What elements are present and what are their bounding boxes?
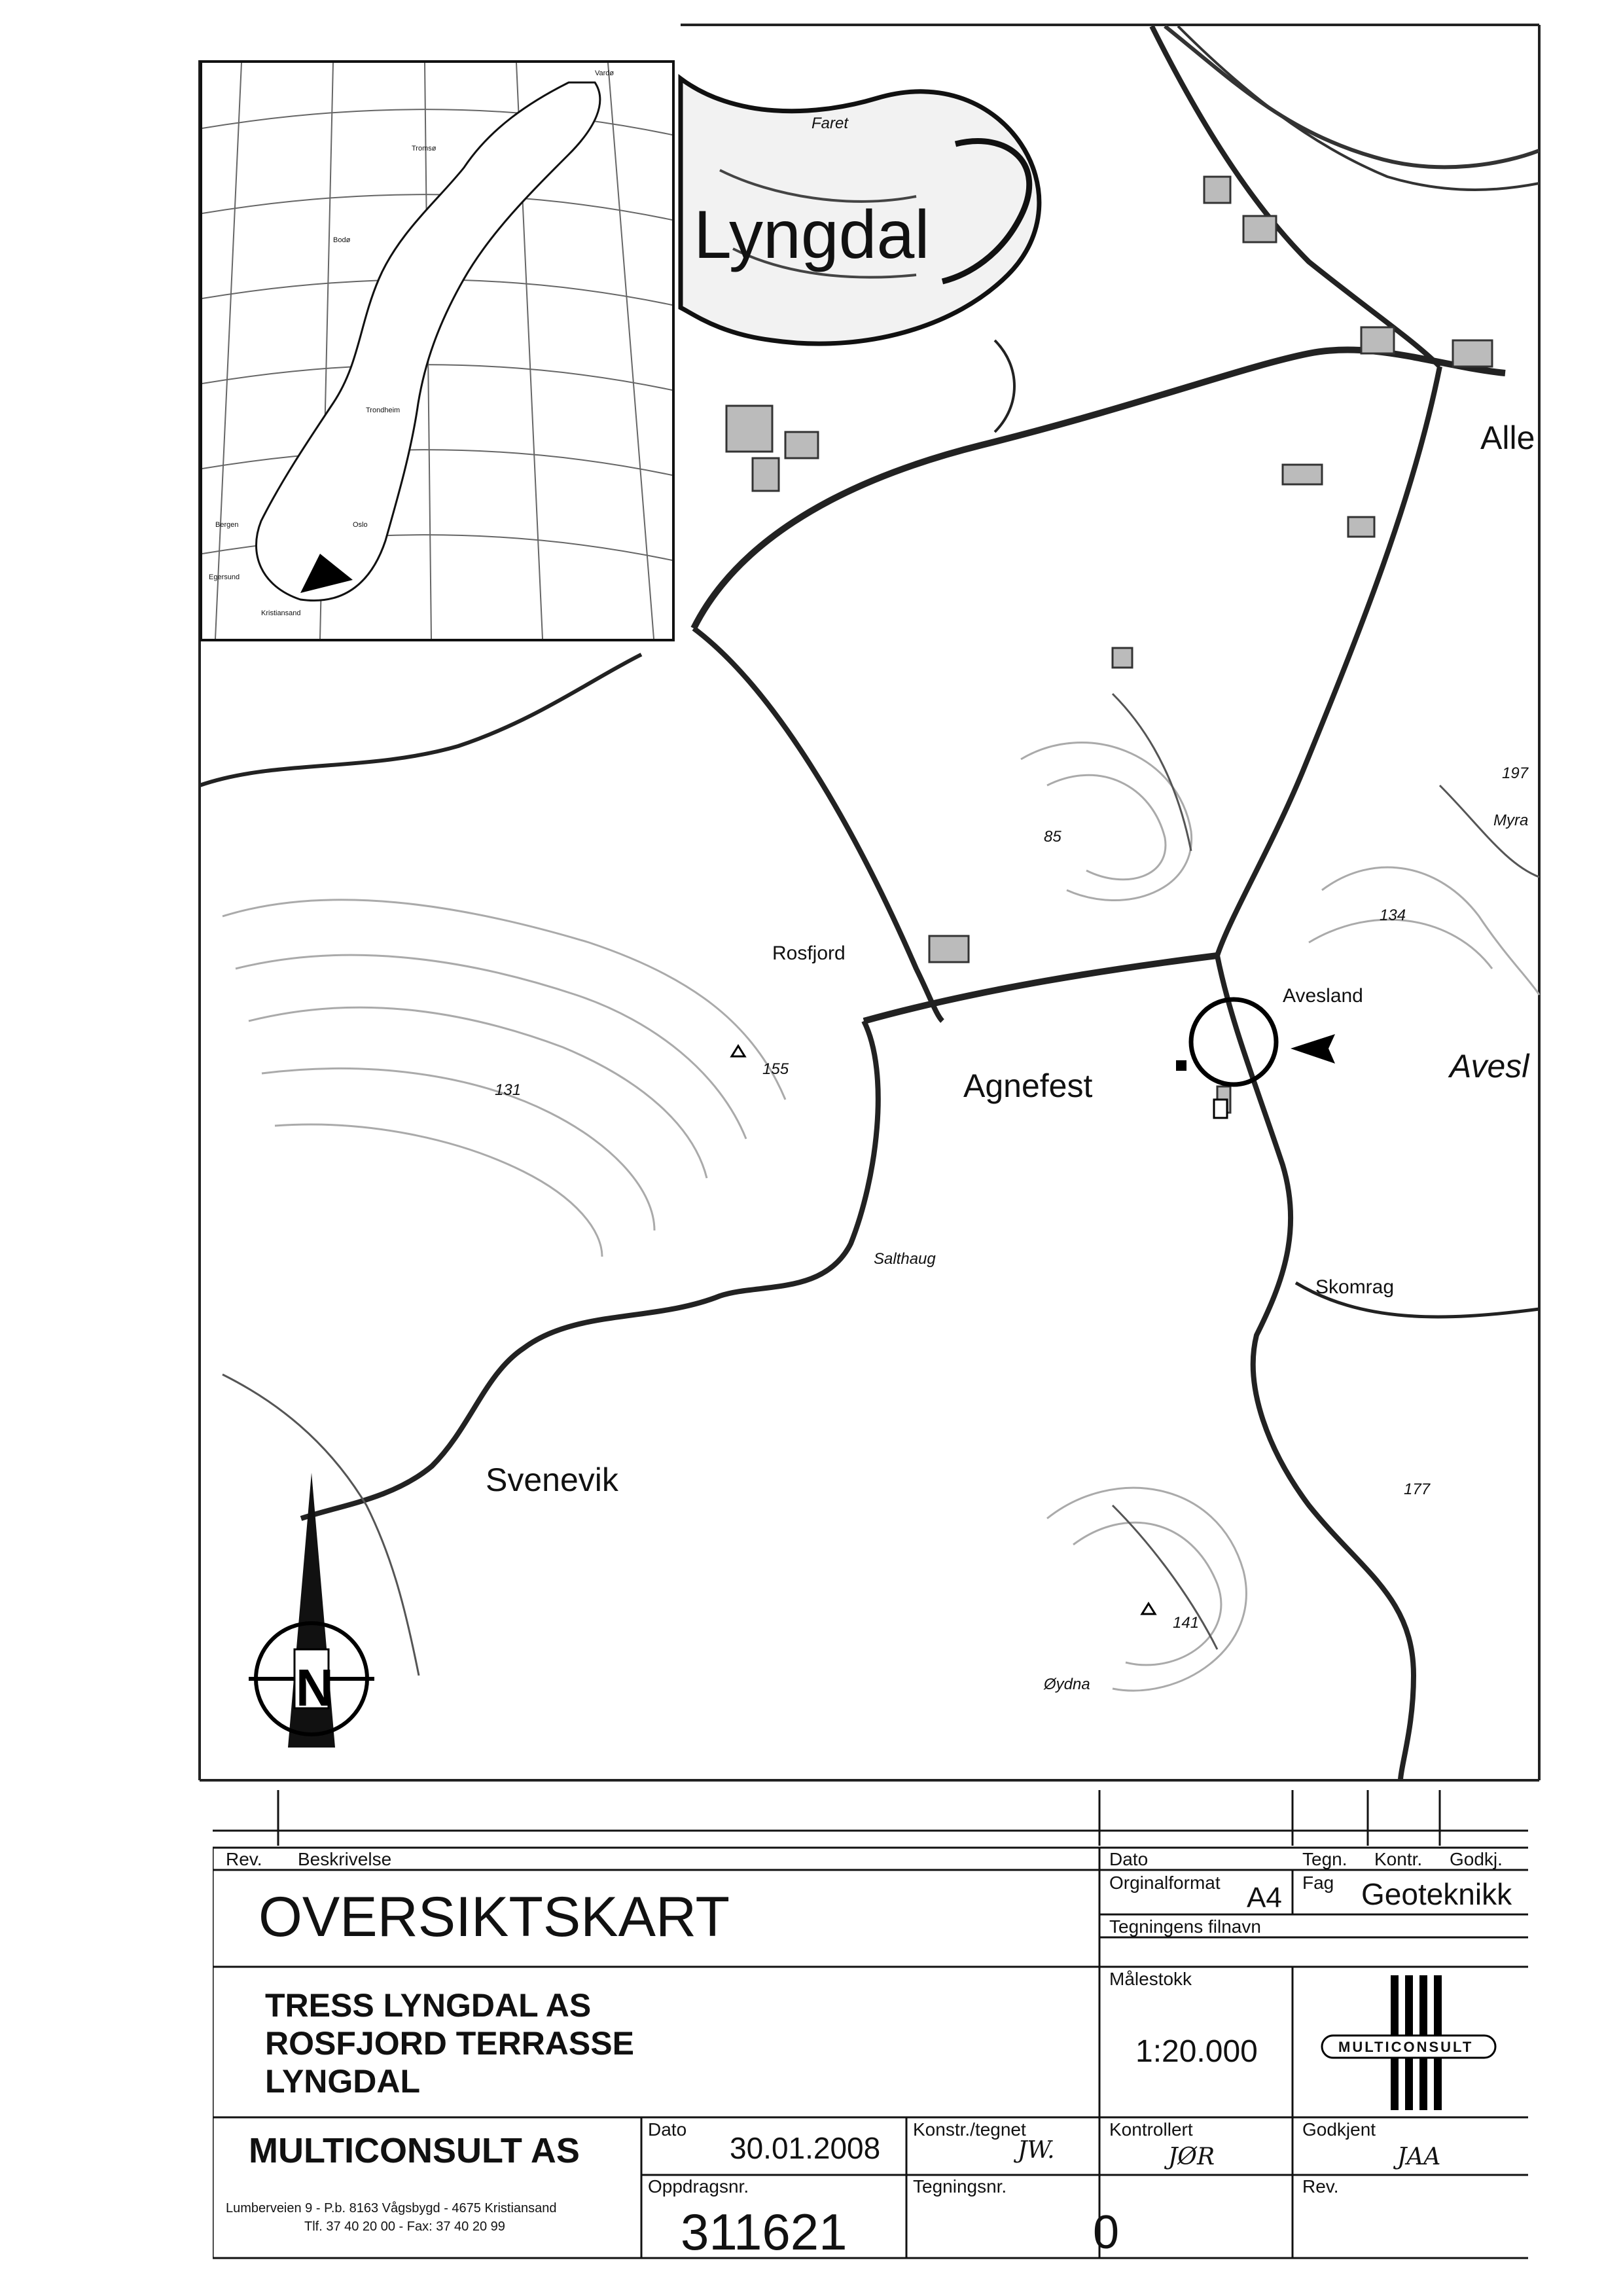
height-134: 134 — [1380, 906, 1406, 924]
kontr-label: Kontr. — [1374, 1849, 1423, 1869]
height-85: 85 — [1044, 828, 1061, 846]
tegningsnr-value: 0 — [1093, 2206, 1120, 2259]
multiconsult-logo-text: MULTICONSULT — [1338, 2039, 1474, 2055]
place-salthaug: Salthaug — [874, 1250, 936, 1268]
height-177: 177 — [1404, 1480, 1431, 1498]
place-oydna: Øydna — [1044, 1676, 1090, 1693]
inset-city-vardo: Vardø — [595, 69, 615, 77]
height-141: 141 — [1173, 1614, 1200, 1632]
streams — [223, 694, 1539, 1676]
malestokk-value: 1:20.000 — [1135, 2034, 1258, 2069]
company-address: Lumberveien 9 - P.b. 8163 Vågsbygd - 4675 Kristiansand — [226, 2201, 557, 2215]
fag-value: Geoteknikk — [1361, 1877, 1512, 1911]
fag-label: Fag — [1302, 1873, 1334, 1893]
inset-city-trondheim: Trondheim — [366, 406, 401, 414]
project-line-3: LYNGDAL — [265, 2063, 421, 2100]
place-avesland-big: Avesl — [1450, 1048, 1529, 1085]
tegningsnr-label: Tegningsnr. — [913, 2176, 1007, 2197]
godkjent-signature: JAA — [1397, 2144, 1441, 2170]
inset-city-kristiansand: Kristiansand — [261, 609, 301, 617]
place-lyngdal: Lyngdal — [694, 197, 930, 273]
place-rosfjord: Rosfjord — [772, 942, 846, 964]
trig-points — [732, 1046, 1155, 1614]
title-block — [213, 1790, 1528, 2261]
place-skomrag: Skomrag — [1315, 1276, 1395, 1298]
contour-lines — [223, 743, 1539, 1691]
inset-map-norway — [200, 60, 675, 641]
inset-city-tromso: Tromsø — [412, 145, 437, 152]
place-myra: Myra — [1493, 812, 1529, 829]
place-avesland-small: Avesland — [1283, 985, 1363, 1007]
place-svenevik: Svenevik — [486, 1462, 618, 1498]
inset-city-egersund: Egersund — [209, 573, 240, 581]
height-131: 131 — [495, 1081, 522, 1099]
inset-city-oslo: Oslo — [353, 521, 368, 529]
inset-city-bergen: Bergen — [215, 521, 239, 529]
dato-value: 30.01.2008 — [730, 2131, 881, 2165]
project-line-1: TRESS LYNGDAL AS — [265, 1987, 592, 2024]
filnavn-label: Tegningens filnavn — [1109, 1916, 1261, 1937]
beskrivelse-label: Beskrivelse — [298, 1849, 392, 1869]
orginalformat-value: A4 — [1247, 1882, 1282, 1914]
rev-label: Rev. — [226, 1849, 262, 1869]
orginalformat-label: Orginalformat — [1109, 1873, 1221, 1893]
place-agnefest: Agnefest — [963, 1067, 1093, 1104]
project-line-2: ROSFJORD TERRASSE — [265, 2025, 634, 2062]
dato-label: Dato — [1109, 1849, 1149, 1869]
dato2-label: Dato — [648, 2119, 687, 2140]
height-197: 197 — [1502, 764, 1529, 782]
tegn-label: Tegn. — [1302, 1849, 1347, 1869]
drawing-title: OVERSIKTSKART — [259, 1886, 730, 1948]
malestokk-label: Målestokk — [1109, 1969, 1192, 1989]
north-letter: N — [296, 1659, 334, 1717]
godkj-label: Godkj. — [1450, 1849, 1503, 1869]
river — [681, 26, 1539, 344]
konstr-label: Konstr./tegnet — [913, 2119, 1026, 2140]
inset-map-drawing — [202, 63, 672, 639]
rev2-label: Rev. — [1302, 2176, 1339, 2197]
kontrollert-label: Kontrollert — [1109, 2119, 1193, 2140]
inset-city-bodo: Bodø — [333, 236, 351, 244]
konstr-signature: JW. — [1018, 2137, 1055, 2164]
place-faret: Faret — [812, 115, 849, 132]
company-phone: Tlf. 37 40 20 00 - Fax: 37 40 20 99 — [304, 2219, 505, 2234]
height-155: 155 — [762, 1060, 789, 1078]
oppdragsnr-label: Oppdragsnr. — [648, 2176, 749, 2197]
company-name: MULTICONSULT AS — [249, 2131, 580, 2170]
oppdragsnr-value: 311621 — [681, 2203, 847, 2261]
site-marker — [1176, 999, 1335, 1118]
godkjent-label: Godkjent — [1302, 2119, 1376, 2140]
kontrollert-signature: JØR — [1168, 2144, 1215, 2170]
place-alle: Alle — [1480, 420, 1535, 456]
